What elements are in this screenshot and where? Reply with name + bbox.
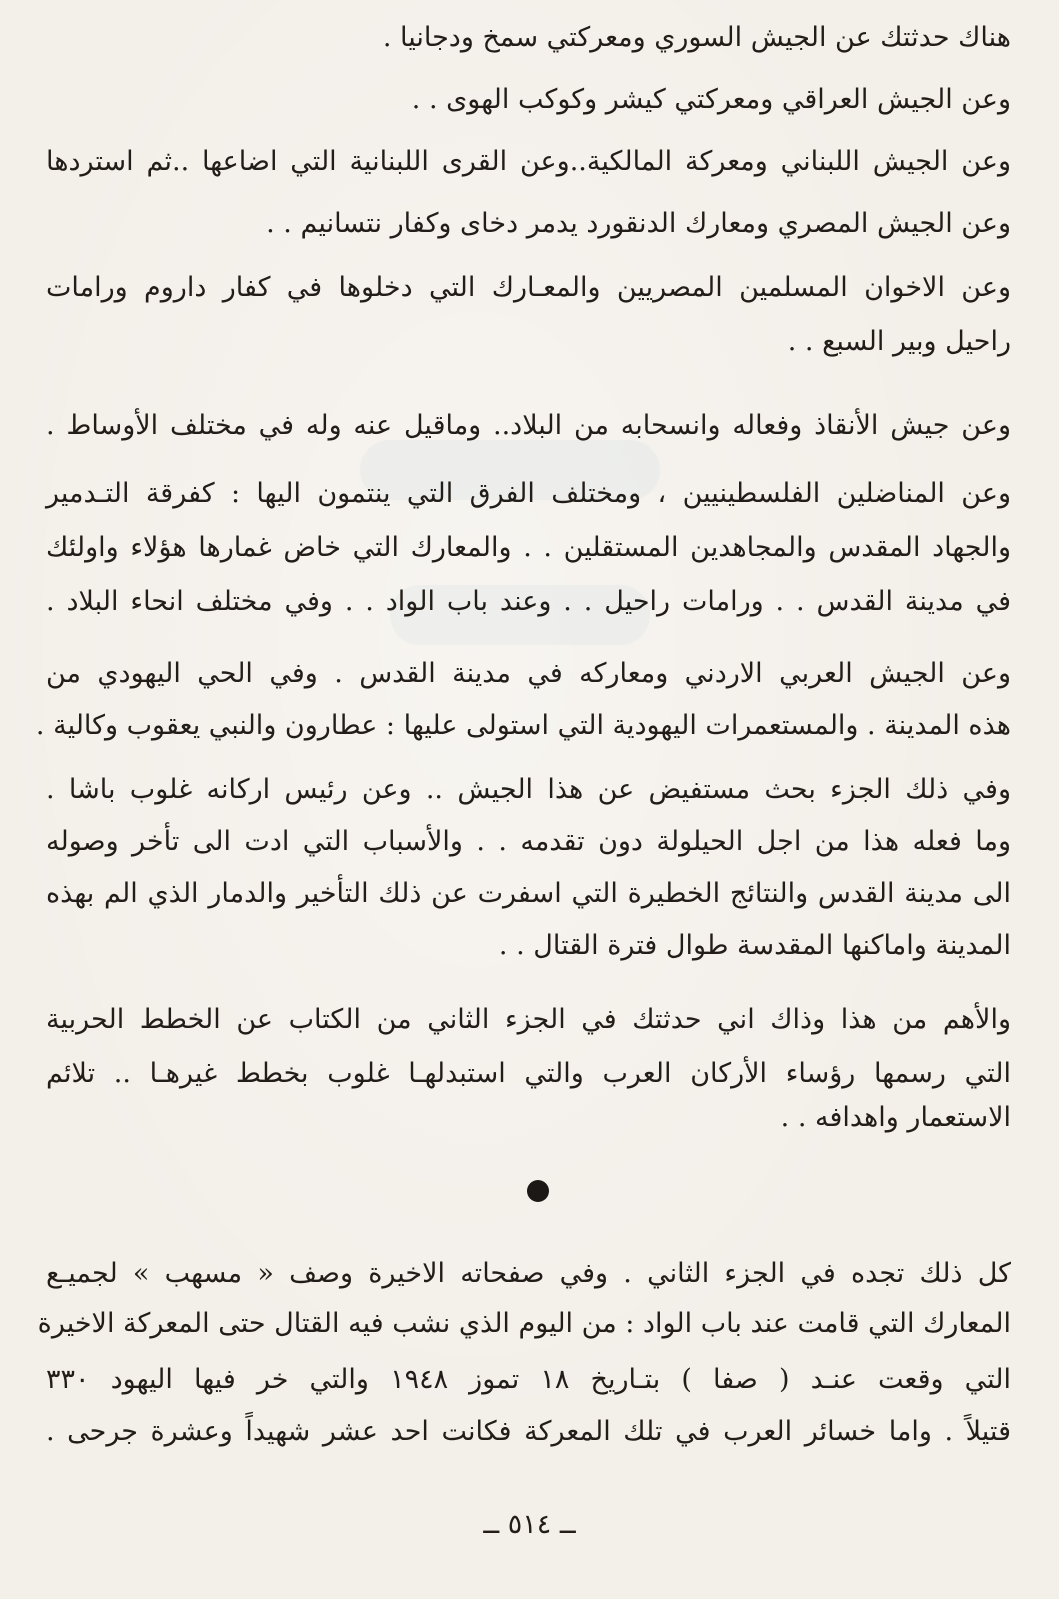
text-line: والأهم من هذا وذاك اني حدثتك في الجزء الثاني من الكتاب عن الخطط الحربية bbox=[46, 1004, 1011, 1035]
text-line: كل ذلك تجده في الجزء الثاني . وفي صفحاته الاخيرة وصف « مسهب » لجميـع bbox=[46, 1258, 1011, 1289]
text-line: وعن الجيش المصري ومعارك الدنقورد يدمر دخاى وكفار نتسانيم . . bbox=[266, 208, 1011, 239]
text-line: المعارك التي قامت عند باب الواد : من اليوم الذي نشب فيه القتال حتى المعركة الاخيرة bbox=[37, 1308, 1011, 1339]
text-line: وعن الجيش العراقي ومعركتي كيشر وكوكب الهوى . . bbox=[411, 84, 1011, 115]
text-line: وعن جيش الأنقاذ وفعاله وانسحابه من البلاد.. وماقيل عنه وله في مختلف الأوساط . bbox=[46, 410, 1011, 441]
text-line: في مدينة القدس . . ورامات راحيل . . وعند باب الواد . . وفي مختلف انحاء البلاد . bbox=[46, 586, 1011, 617]
text-line: قتيلاً . واما خسائر العرب في تلك المعركة فكانت احد عشر شهيداً وعشرة جرحى . bbox=[46, 1416, 1011, 1447]
text-line: التي رسمها رؤساء الأركان العرب والتي استبدلهـا غلوب بخطط غيرهـا .. تلائم bbox=[46, 1058, 1011, 1089]
text-line: هناك حدثتك عن الجيش السوري ومعركتي سمخ ودجانيا . bbox=[382, 22, 1011, 53]
text-line: وعن الجيش العربي الاردني ومعاركه في مدينة القدس . وفي الحي اليهودي من bbox=[46, 658, 1011, 689]
text-line: وفي ذلك الجزء بحث مستفيض عن هذا الجيش .. وعن رئيس اركانه غلوب باشا . bbox=[46, 774, 1011, 805]
text-line: التي وقعت عنـد ( صفا ) بتـاريخ ١٨ تموز ١٩٤٨ والتي خر فيها اليهود ٣٣٠ bbox=[46, 1364, 1012, 1395]
text-line: وعن المناضلين الفلسطينيين ، ومختلف الفرق التي ينتمون اليها : كفرقة التـدمير bbox=[46, 478, 1011, 509]
text-line: المدينة واماكنها المقدسة طوال فترة القتال . . bbox=[498, 930, 1011, 961]
section-separator-dot bbox=[527, 1180, 549, 1202]
text-line: الى مدينة القدس والنتائج الخطيرة التي اسفرت عن ذلك التأخير والدمار الذي الم بهذه bbox=[46, 878, 1011, 909]
text-line: وما فعله هذا من اجل الحيلولة دون تقدمه . . والأسباب التي ادت الى تأخر وصوله bbox=[46, 826, 1011, 857]
text-line: الاستعمار واهدافه . . bbox=[780, 1102, 1011, 1133]
text-line: وعن الجيش اللبناني ومعركة المالكية..وعن القرى اللبنانية التي اضاعها ..ثم استردها bbox=[46, 146, 1011, 177]
text-line: وعن الاخوان المسلمين المصريين والمعـارك التي دخلوها في كفار داروم ورامات bbox=[46, 272, 1011, 303]
text-line: والجهاد المقدس والمجاهدين المستقلين . . والمعارك التي خاض غمارها هؤلاء واولئك bbox=[46, 532, 1011, 563]
text-line: راحيل وبير السبع . . bbox=[787, 326, 1011, 357]
text-line: هذه المدينة . والمستعمرات اليهودية التي استولى عليها : عطارون والنبي يعقوب وكالية . bbox=[35, 710, 1011, 741]
page-number: ــ ٥١٤ ــ bbox=[483, 1509, 576, 1540]
